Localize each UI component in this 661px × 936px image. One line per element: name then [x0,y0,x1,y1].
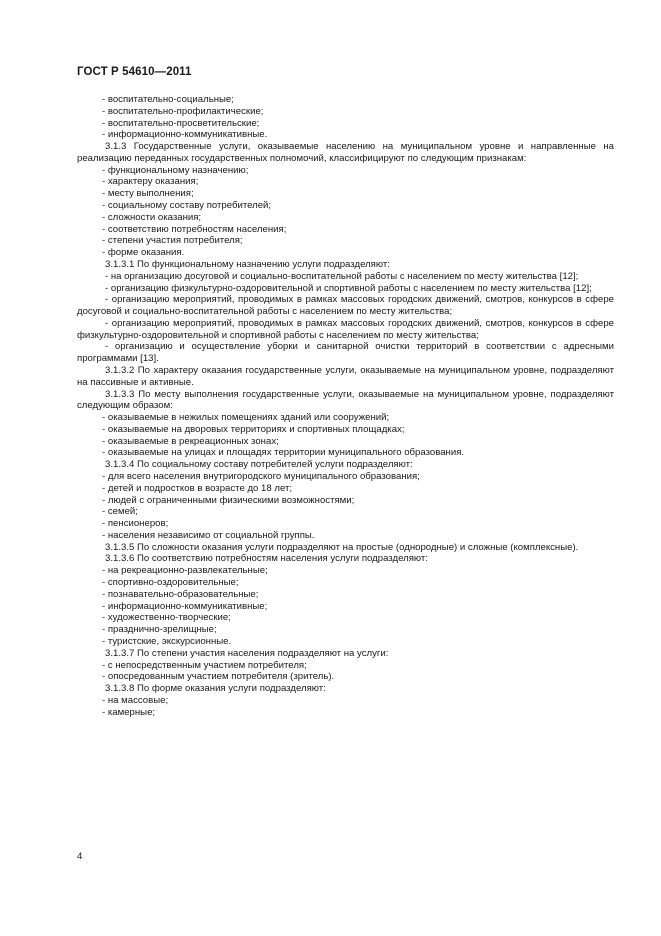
text-paragraph: - пенсионеров; [102,518,169,530]
text-paragraph: - форме оказания. [102,247,185,259]
text-paragraph: 3.1.3.1 По функциональному назначению услуги подразделяют: [105,258,390,270]
text-paragraph: - для всего населения внутригородского муниципального образования; [102,471,420,482]
text-paragraph: - с непосредственным участием потребителя; [102,659,307,671]
text-paragraph: - воспитательно-социальные; [102,94,234,105]
text-paragraph: - воспитательно-профилактические; [102,105,264,117]
text-paragraph: - на организацию досуговой и социально-воспитательной работы с населением по месту жительства [12]; [105,270,579,282]
text-paragraph: - месту выполнения; [102,188,194,200]
text-paragraph: - детей и подростков в возрасте до 18 лет; [102,482,293,494]
text-paragraph: - сложности оказания; [102,211,202,223]
text-paragraph: 3.1.3.2 По характеру оказания государственные услуги, оказываемые на муниципальном уровне, подразделяют на пассивные и активные. [77,364,614,388]
text-paragraph: 3.1.3.4 По социальному составу потребителей услуги подразделяют: [105,459,413,471]
text-paragraph: - на рекреационно-развлекательные; [102,565,268,577]
text-paragraph: - на массовые; [102,694,169,706]
text-paragraph: - организацию физкультурно-оздоровительной и спортивной работы с населением по месту жительства [12]; [105,282,592,294]
text-paragraph: 3.1.3.6 По соответствию потребностям населения услуги подразделяют: [105,553,428,565]
text-paragraph: - характеру оказания; [102,176,199,188]
text-paragraph: - празднично-зрелищные; [102,624,217,636]
text-paragraph: - камерные; [102,706,156,718]
text-paragraph: - опосредованным участием потребителя (зритель). [102,671,335,683]
text-paragraph: - познавательно-образовательные; [102,588,259,600]
page-number: 4 [77,851,83,862]
text-paragraph: - оказываемые на улицах и площадях территории муниципального образования. [102,447,465,459]
text-paragraph: - степени участия потребителя; [102,235,243,247]
text-paragraph: - информационно-коммуникативные. [102,129,268,141]
text-paragraph: 3.1.3.8 По форме оказания услуги подразделяют: [105,683,326,695]
text-paragraph: - организацию мероприятий, проводимых в рамках массовых городских движений, смотров, конкурсов в сфере досуговой и социально-воспитательной работы с населением по месту жительства; [77,294,614,318]
text-paragraph: - художественно-творческие; [102,612,231,624]
text-paragraph: - воспитательно-просветительские; [102,117,260,129]
text-paragraph: - туристские, экскурсионные. [102,635,232,647]
text-paragraph: - людей с ограниченными физическими возможностями; [102,494,355,506]
text-paragraph: - оказываемые на дворовых территориях и спортивных площадках; [102,423,405,435]
text-paragraph: - населения независимо от социальной группы. [102,529,315,541]
text-paragraph: - информационно-коммуникативные; [102,600,268,612]
document-header: ГОСТ Р 54610—2011 [77,66,192,78]
text-paragraph: - социальному составу потребителей; [102,200,272,212]
text-paragraph: - организацию мероприятий, проводимых в рамках массовых городских движений, смотров, конкурсов в сфере физкультурно-оздоровительной и спортивной работы с населением по месту жительства; [77,317,614,341]
text-paragraph: - спортивно-оздоровительные; [102,577,239,589]
text-paragraph: - функциональному назначению; [102,164,249,176]
document-body [77,94,614,718]
text-paragraph: - соответствию потребностям населения; [102,223,287,235]
text-paragraph: 3.1.3.5 По сложности оказания услуги подразделяют на простые (однородные) и сложные (комплексные). [105,541,579,553]
text-paragraph: - семей; [102,506,138,518]
text-paragraph: - оказываемые в рекреационных зонах; [102,435,279,447]
text-paragraph: 3.1.3.3 По месту выполнения государственные услуги, оказываемые на муниципальном уровне, подразделяют следующим образом: [77,388,614,412]
text-paragraph: - оказываемые в нежилых помещениях зданий или сооружений; [102,412,390,424]
text-paragraph: - организацию и осуществление уборки и санитарной очистки территорий в соответствии с адресными программами [13]. [77,341,614,365]
text-paragraph: 3.1.3.7 По степени участия населения подразделяют на услуги: [105,647,389,659]
text-paragraph: 3.1.3 Государственные услуги, оказываемые населению на муниципальном уровне и направленные на реализацию переданных государственных полномочий, классифицируют по следующим признакам: [77,141,614,164]
